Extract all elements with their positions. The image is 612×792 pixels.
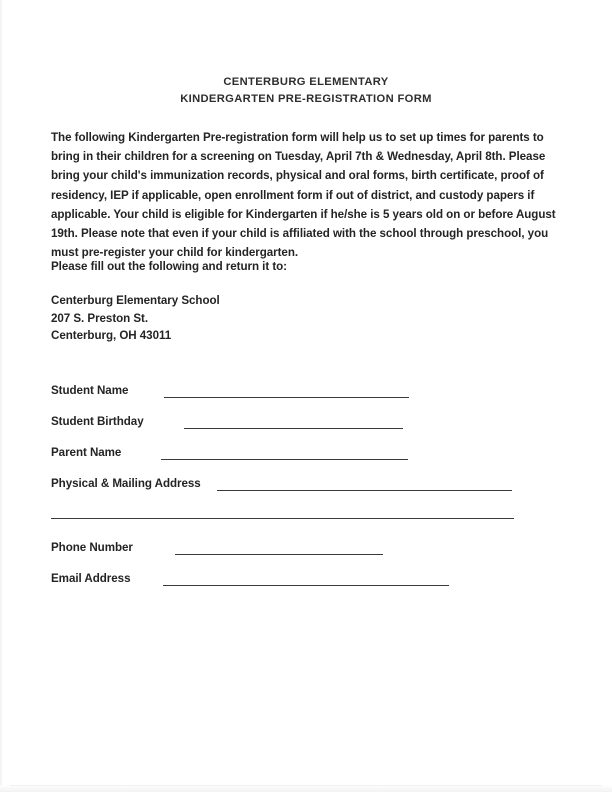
title-line-school: CENTERBURG ELEMENTARY (223, 76, 389, 88)
field-row-phone-number (51, 527, 563, 558)
field-label-student-name: Student Name (51, 384, 129, 397)
return-address-block (51, 292, 220, 345)
document-title (0, 74, 612, 107)
scan-edge-bottom (0, 785, 612, 792)
field-label-physical-mailing-address: Physical & Mailing Address (51, 477, 201, 490)
return-instruction: Please fill out the following and return it to: (51, 260, 287, 273)
field-label-email-address: Email Address (51, 572, 131, 585)
field-rule-student-name[interactable] (164, 397, 409, 398)
field-rule-address-continuation[interactable] (51, 518, 514, 519)
return-address-city-state-zip: Centerburg, OH 43011 (51, 329, 172, 342)
scan-edge-left (0, 0, 3, 792)
field-row-student-birthday (51, 401, 563, 432)
field-rule-student-birthday[interactable] (184, 428, 403, 429)
field-rule-phone-number[interactable] (175, 554, 383, 555)
return-address-street: 207 S. Preston St. (51, 311, 149, 325)
intro-paragraph: The following Kindergarten Pre-registration form will help us to set up times for parents to bring in their children for a screening on Tuesday, April 7th & Wednesday, April 8th. Please bring your child's immunization records, physical and oral forms, birth certificate, proof of residency, IEP if applicable, open enrollment form if out of district, and custody papers if applicable. Your child is eligible for Kindergarten if he/she is 5 years old on or before August 19th. Please note that even if your child is affiliated with the school through preschool, you must pre-register your child for kindergarten. (51, 131, 556, 260)
field-row-email-address (51, 558, 563, 589)
form-fields (51, 370, 563, 589)
field-label-phone-number: Phone Number (51, 541, 133, 554)
field-rule-email-address[interactable] (163, 585, 449, 586)
field-label-student-birthday: Student Birthday (51, 415, 144, 428)
field-row-physical-mailing-address (51, 463, 563, 494)
field-row-student-name (51, 370, 563, 401)
scan-edge-bottom-line (10, 785, 602, 786)
field-row-parent-name (51, 432, 563, 463)
field-rule-parent-name[interactable] (161, 459, 408, 460)
address-continuation-row (51, 494, 563, 527)
field-label-parent-name: Parent Name (51, 446, 122, 459)
return-address-organization: Centerburg Elementary School (51, 294, 220, 307)
title-line-form: KINDERGARTEN PRE-REGISTRATION FORM (180, 92, 432, 105)
field-rule-physical-mailing-address[interactable] (217, 490, 512, 491)
